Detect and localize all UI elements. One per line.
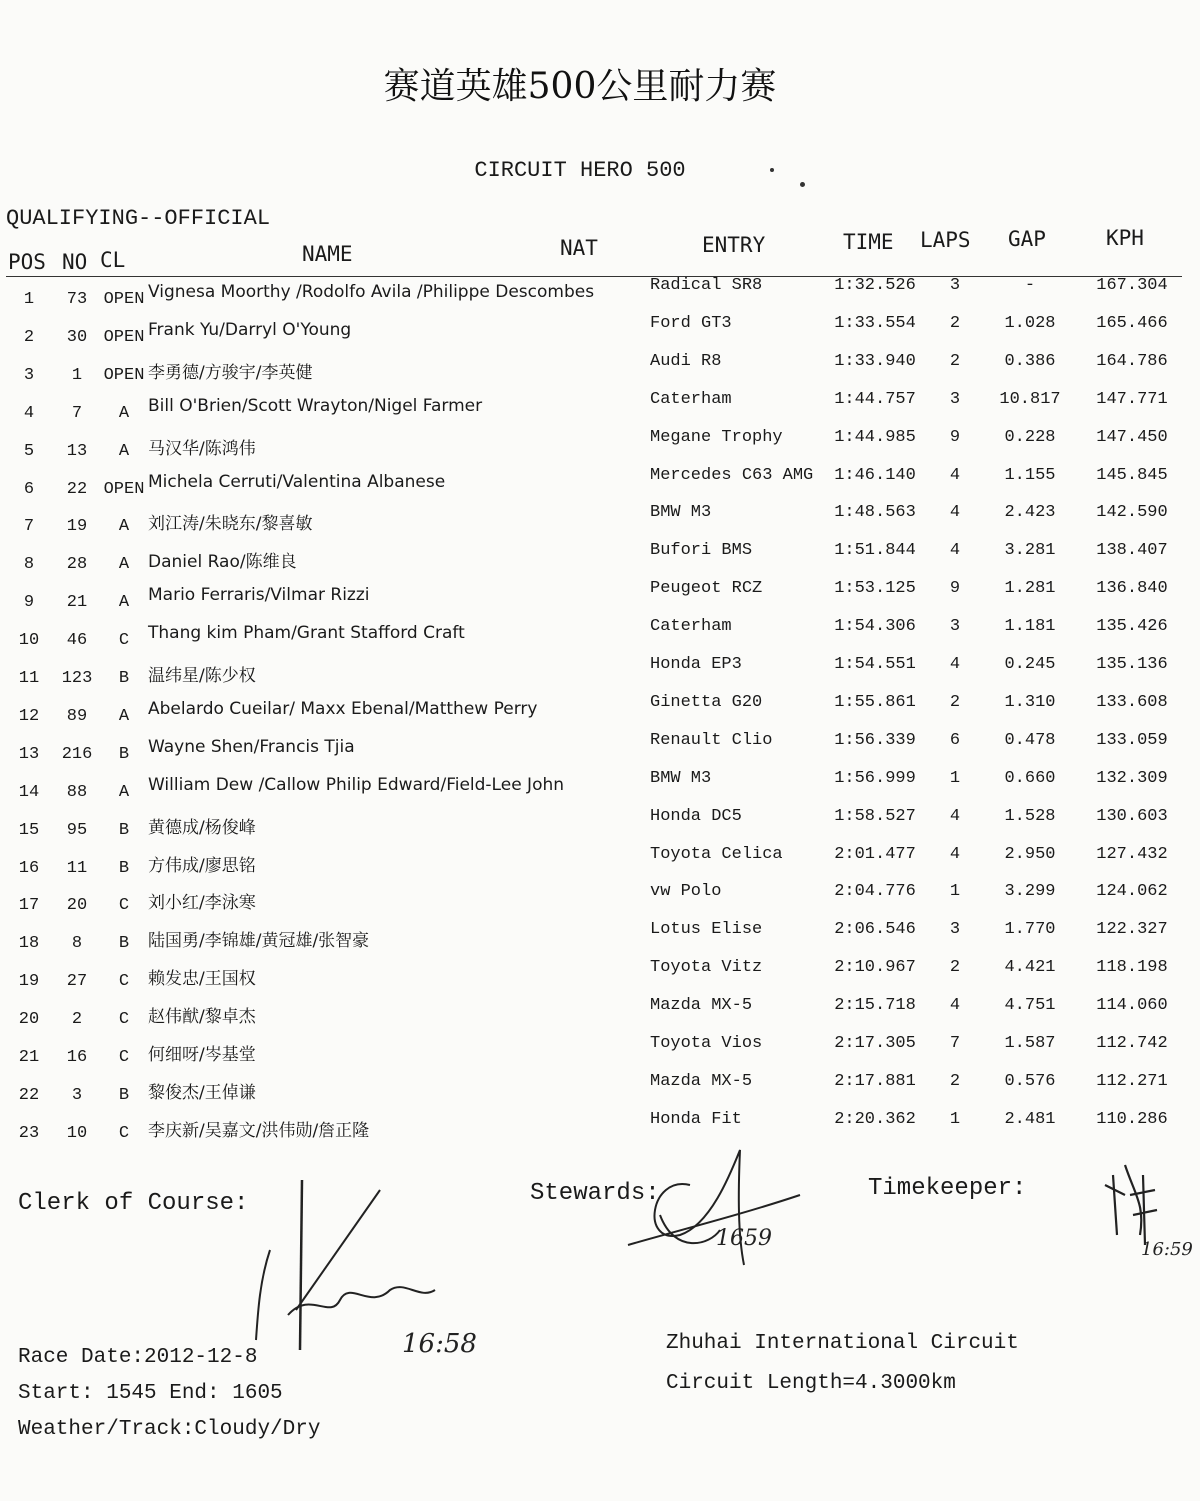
cell-laps: 1 [949, 882, 961, 902]
cell-pos: 9 [23, 593, 35, 613]
cell-laps: 7 [949, 1034, 961, 1053]
cell-gap: 0.386 [1004, 351, 1056, 371]
cell-entry: Mercedes C63 AMG [650, 465, 814, 485]
cell-driver-names: Daniel Rao/陈维良 [148, 552, 297, 573]
cell-no: 28 [66, 555, 88, 575]
cell-driver-names: Frank Yu/Darryl O'Young [148, 319, 352, 340]
cell-laps: 9 [949, 579, 961, 599]
cell-gap: 2.950 [1004, 844, 1056, 864]
cell-time: 1:32.526 [834, 276, 916, 295]
cell-kph: 145.845 [1096, 465, 1168, 485]
header-pos: POS [8, 250, 46, 274]
cell-time: 1:51.844 [834, 541, 916, 561]
cell-laps: 2 [949, 313, 961, 333]
cell-no: 89 [66, 706, 88, 726]
cell-kph: 147.450 [1096, 427, 1168, 447]
result-row [0, 1109, 1200, 1162]
cell-laps: 3 [949, 276, 961, 295]
header-time: TIME [843, 230, 894, 254]
cell-pos: 5 [23, 441, 35, 461]
cell-time: 1:46.140 [834, 465, 916, 485]
cell-pos: 3 [23, 365, 35, 385]
cell-driver-names: Vignesa Moorthy /Rodolfo Avila /Philippe Descombes [148, 282, 595, 302]
cell-kph: 167.304 [1096, 276, 1168, 295]
cell-time: 1:54.551 [834, 655, 916, 674]
cell-gap: 4.751 [1004, 996, 1056, 1016]
cell-driver-names: 赵伟猷/黎卓杰 [148, 1007, 256, 1028]
cell-gap: 2.423 [1004, 503, 1056, 523]
cell-pos: 16 [18, 858, 40, 878]
cell-laps: 4 [949, 655, 961, 674]
cell-class: A [118, 517, 130, 537]
cell-gap: 0.660 [1004, 768, 1056, 788]
cell-no: 3 [71, 1085, 83, 1105]
cell-time: 1:58.527 [834, 806, 916, 826]
cell-class: OPEN [103, 327, 145, 347]
clerk-of-course-label: Clerk of Course: [18, 1190, 249, 1217]
cell-kph: 135.136 [1096, 655, 1168, 674]
scan-speck [770, 168, 774, 172]
cell-gap: - [1024, 276, 1036, 295]
cell-driver-names: Michela Cerruti/Valentina Albanese [148, 471, 446, 492]
cell-no: 123 [61, 669, 93, 688]
cell-time: 1:48.563 [834, 503, 916, 523]
cell-class: B [118, 1085, 130, 1105]
cell-laps: 4 [949, 844, 961, 864]
cell-pos: 1 [23, 290, 35, 309]
cell-gap: 3.281 [1004, 541, 1056, 561]
cell-driver-names: Abelardo Cueilar/ Maxx Ebenal/Matthew Perry [148, 698, 538, 719]
cell-pos: 20 [18, 1010, 40, 1030]
cell-gap: 4.421 [1004, 958, 1056, 978]
cell-no: 216 [61, 744, 93, 764]
cell-laps: 2 [949, 958, 961, 978]
cell-gap: 0.478 [1004, 730, 1056, 750]
cell-time: 2:15.718 [834, 996, 916, 1016]
cell-entry: Audi R8 [650, 351, 722, 371]
cell-entry: Honda Fit [650, 1109, 742, 1129]
stewards-signature [620, 1135, 820, 1285]
document-title-chinese: 赛道英雄500公里耐力赛 [383, 66, 777, 107]
cell-class: OPEN [103, 479, 145, 499]
cell-kph: 138.407 [1096, 541, 1168, 561]
cell-no: 16 [66, 1048, 88, 1067]
cell-pos: 15 [18, 820, 40, 840]
cell-kph: 133.059 [1096, 730, 1168, 750]
cell-no: 95 [66, 820, 88, 840]
cell-time: 2:04.776 [834, 882, 916, 902]
cell-no: 13 [66, 441, 88, 461]
cell-time: 1:53.125 [834, 579, 916, 599]
cell-laps: 1 [949, 768, 961, 788]
cell-driver-names: 何细呀/岑基堂 [148, 1045, 256, 1065]
cell-entry: Bufori BMS [650, 541, 753, 561]
cell-driver-names: 马汉华/陈鸿伟 [148, 438, 256, 459]
cell-class: A [118, 441, 130, 461]
cell-gap: 1.181 [1004, 617, 1056, 637]
cell-time: 1:44.985 [834, 427, 916, 447]
cell-driver-names: 李庆新/吴嘉文/洪伟勋/詹正隆 [148, 1120, 370, 1141]
cell-laps: 3 [949, 617, 961, 637]
cell-time: 1:56.339 [834, 730, 916, 750]
cell-class: B [118, 858, 130, 878]
cell-time: 2:17.881 [834, 1071, 916, 1091]
cell-gap: 10.817 [999, 389, 1061, 409]
cell-kph: 142.590 [1096, 503, 1168, 523]
cell-entry: Honda DC5 [650, 806, 742, 826]
cell-kph: 122.327 [1096, 920, 1168, 940]
cell-no: 19 [66, 517, 88, 537]
cell-laps: 4 [949, 465, 961, 485]
cell-driver-names: 李勇德/方骏宇/李英健 [148, 362, 313, 383]
header-no: NO [62, 250, 88, 274]
cell-class: C [118, 1010, 130, 1030]
cell-entry: Mazda MX-5 [650, 1071, 753, 1091]
cell-kph: 165.466 [1096, 313, 1168, 333]
stewards-label: Stewards: [530, 1180, 660, 1207]
cell-entry: vw Polo [650, 882, 722, 902]
race-date: Race Date:2012-12-8 [18, 1346, 258, 1369]
header-kph: KPH [1106, 226, 1144, 250]
cell-kph: 114.060 [1096, 996, 1168, 1016]
cell-gap: 1.028 [1004, 313, 1056, 333]
cell-time: 2:06.546 [834, 920, 916, 940]
cell-gap: 2.481 [1004, 1109, 1056, 1129]
cell-gap: 3.299 [1004, 882, 1056, 902]
cell-pos: 22 [18, 1085, 40, 1105]
timekeeper-signature-time: 16:59 [1141, 1239, 1193, 1260]
cell-gap: 0.245 [1004, 655, 1056, 674]
cell-laps: 1 [949, 1109, 961, 1129]
cell-pos: 13 [18, 744, 40, 764]
header-name: NAME [302, 242, 353, 266]
cell-driver-names: 赖发忠/王国权 [148, 969, 256, 990]
cell-entry: BMW M3 [650, 503, 712, 523]
cell-class: OPEN [103, 365, 145, 385]
cell-kph: 127.432 [1096, 844, 1168, 864]
circuit-length: Circuit Length=4.3000km [666, 1372, 956, 1395]
cell-no: 7 [71, 403, 83, 423]
cell-gap: 1.155 [1004, 465, 1056, 485]
cell-entry: BMW M3 [650, 768, 712, 788]
scan-speck [800, 182, 805, 187]
cell-kph: 124.062 [1096, 882, 1168, 902]
cell-class: A [118, 593, 130, 613]
cell-kph: 112.271 [1096, 1071, 1168, 1091]
cell-entry: Toyota Vios [650, 1034, 763, 1053]
cell-pos: 19 [18, 972, 40, 992]
cell-class: C [118, 896, 130, 916]
cell-no: 27 [66, 972, 88, 992]
cell-laps: 4 [949, 996, 961, 1016]
cell-gap: 1.587 [1004, 1034, 1056, 1053]
cell-no: 2 [71, 1010, 83, 1030]
cell-no: 30 [66, 327, 88, 347]
cell-laps: 9 [949, 427, 961, 447]
cell-gap: 1.310 [1004, 692, 1056, 712]
cell-no: 21 [66, 593, 88, 613]
start-end-time: Start: 1545 End: 1605 [18, 1382, 283, 1405]
cell-class: A [118, 403, 130, 423]
timekeeper-label: Timekeeper: [868, 1175, 1027, 1202]
cell-laps: 6 [949, 730, 961, 750]
cell-pos: 2 [23, 327, 35, 347]
cell-entry: Mazda MX-5 [650, 996, 753, 1016]
cell-kph: 133.608 [1096, 692, 1168, 712]
cell-time: 2:01.477 [834, 844, 916, 864]
cell-no: 11 [66, 858, 88, 878]
cell-time: 1:56.999 [834, 768, 916, 788]
cell-class: C [118, 1048, 130, 1067]
cell-driver-names: 方伟成/廖思铭 [148, 855, 256, 876]
timekeeper-signature [1095, 1155, 1195, 1265]
cell-time: 2:10.967 [834, 958, 916, 978]
cell-class: B [118, 820, 130, 840]
cell-driver-names: 陆国勇/李锦雄/黄冠雄/张智豪 [148, 931, 370, 952]
cell-entry: Caterham [650, 617, 732, 637]
cell-driver-names: Mario Ferraris/Vilmar Rizzi [148, 585, 370, 606]
cell-no: 88 [66, 782, 88, 802]
weather-track: Weather/Track:Cloudy/Dry [18, 1418, 321, 1441]
cell-laps: 3 [949, 920, 961, 940]
cell-gap: 1.528 [1004, 806, 1056, 826]
cell-no: 10 [66, 1123, 88, 1143]
cell-time: 1:33.940 [834, 351, 916, 371]
cell-pos: 17 [18, 896, 40, 916]
cell-entry: Lotus Elise [650, 920, 763, 940]
cell-no: 8 [71, 934, 83, 954]
cell-class: C [118, 631, 130, 651]
cell-laps: 4 [949, 806, 961, 826]
cell-gap: 0.228 [1004, 427, 1056, 447]
cell-kph: 118.198 [1096, 958, 1168, 978]
header-laps: LAPS [920, 228, 971, 252]
cell-entry: Radical SR8 [650, 276, 763, 295]
cell-entry: Peugeot RCZ [650, 579, 763, 599]
cell-driver-names: Wayne Shen/Francis Tjia [148, 736, 355, 757]
cell-laps: 2 [949, 351, 961, 371]
session-subtitle: QUALIFYING--OFFICIAL [6, 206, 271, 231]
cell-pos: 4 [23, 403, 35, 423]
cell-class: A [118, 706, 130, 726]
cell-no: 1 [71, 365, 83, 385]
header-gap: GAP [1008, 227, 1046, 251]
cell-laps: 2 [949, 692, 961, 712]
header-nat: NAT [560, 236, 598, 260]
cell-kph: 164.786 [1096, 351, 1168, 371]
cell-driver-names: Bill O'Brien/Scott Wrayton/Nigel Farmer [148, 395, 483, 416]
cell-pos: 10 [18, 631, 40, 651]
cell-driver-names: 刘江涛/朱晓东/黎喜敏 [148, 514, 313, 535]
document-title-english: CIRCUIT HERO 500 [474, 158, 686, 183]
cell-class: B [118, 669, 130, 688]
cell-laps: 4 [949, 541, 961, 561]
cell-driver-names: Thang kim Pham/Grant Stafford Craft [148, 623, 465, 644]
cell-kph: 132.309 [1096, 768, 1168, 788]
cell-time: 1:54.306 [834, 617, 916, 637]
cell-class: B [118, 934, 130, 954]
cell-class: OPEN [103, 290, 145, 309]
cell-kph: 135.426 [1096, 617, 1168, 637]
cell-driver-names: 黄德成/杨俊峰 [148, 817, 256, 838]
cell-pos: 6 [23, 479, 35, 499]
cell-time: 1:44.757 [834, 389, 916, 409]
cell-driver-names: 黎俊杰/王倬谦 [148, 1082, 256, 1103]
cell-entry: Toyota Vitz [650, 958, 763, 978]
cell-laps: 2 [949, 1071, 961, 1091]
cell-no: 73 [66, 290, 88, 309]
cell-entry: Ford GT3 [650, 313, 732, 333]
cell-driver-names: William Dew /Callow Philip Edward/Field-Lee John [148, 774, 565, 795]
cell-pos: 12 [18, 706, 40, 726]
cell-class: B [118, 744, 130, 764]
cell-kph: 112.742 [1096, 1034, 1168, 1053]
cell-pos: 11 [18, 669, 40, 688]
cell-class: C [118, 1123, 130, 1143]
cell-driver-names: 温纬星/陈少权 [148, 666, 256, 686]
cell-kph: 136.840 [1096, 579, 1168, 599]
stewards-signature-time: 1659 [716, 1226, 772, 1251]
cell-kph: 130.603 [1096, 806, 1168, 826]
cell-pos: 8 [23, 555, 35, 575]
cell-class: A [118, 555, 130, 575]
cell-entry: Megane Trophy [650, 427, 783, 447]
venue-name: Zhuhai International Circuit [666, 1332, 1019, 1355]
cell-gap: 0.576 [1004, 1071, 1056, 1091]
clerk-signature-time: 16:58 [402, 1329, 477, 1359]
cell-pos: 23 [18, 1123, 40, 1143]
cell-laps: 3 [949, 389, 961, 409]
cell-entry: Renault Clio [650, 730, 773, 750]
cell-class: A [118, 782, 130, 802]
cell-gap: 1.770 [1004, 920, 1056, 940]
cell-driver-names: 刘小红/李泳寒 [148, 893, 256, 914]
cell-pos: 14 [18, 782, 40, 802]
cell-gap: 1.281 [1004, 579, 1056, 599]
cell-time: 2:17.305 [834, 1034, 916, 1053]
cell-class: C [118, 972, 130, 992]
cell-pos: 7 [23, 517, 35, 537]
cell-entry: Toyota Celica [650, 844, 783, 864]
cell-pos: 21 [18, 1048, 40, 1067]
cell-no: 46 [66, 631, 88, 651]
cell-kph: 110.286 [1096, 1109, 1168, 1129]
cell-entry: Caterham [650, 389, 732, 409]
cell-time: 1:55.861 [834, 692, 916, 712]
header-entry: ENTRY [702, 233, 766, 257]
cell-pos: 18 [18, 934, 40, 954]
cell-entry: Honda EP3 [650, 655, 742, 674]
cell-laps: 4 [949, 503, 961, 523]
header-cl: CL [100, 248, 126, 272]
cell-time: 1:33.554 [834, 313, 916, 333]
cell-no: 20 [66, 896, 88, 916]
cell-kph: 147.771 [1096, 389, 1168, 409]
clerk-signature [230, 1140, 510, 1370]
cell-time: 2:20.362 [834, 1109, 916, 1129]
cell-no: 22 [66, 479, 88, 499]
cell-entry: Ginetta G20 [650, 692, 763, 712]
